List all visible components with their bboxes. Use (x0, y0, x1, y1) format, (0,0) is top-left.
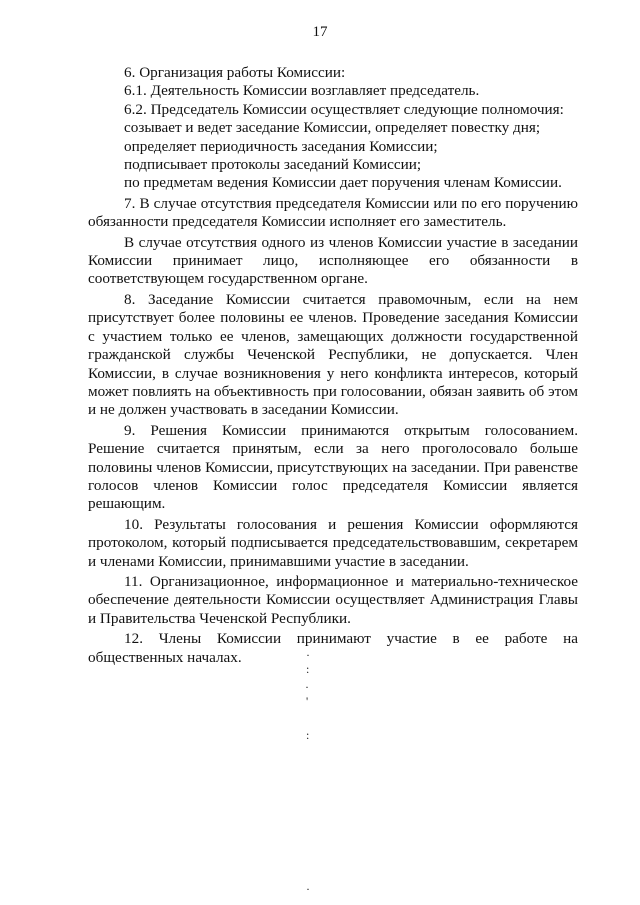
paragraph-6-2: 6.2. Председатель Комиссии осуществляет следующие полномочия: (124, 100, 564, 118)
authority-item: созывает и ведет заседание Комиссии, определяет повестку дня; (124, 119, 541, 137)
page-number: 17 (312, 24, 328, 40)
scan-speck: · (306, 882, 310, 896)
scan-speck: · (305, 680, 309, 694)
paragraph-7: 7. В случае отсутствия председателя Комиссии или по его поручению обязанности председателя Комиссии исполняет его заместитель. (88, 194, 578, 231)
paragraph-8: 8. Заседание Комиссии считается правомочным, если на нем присутствует более половины ее членов. Проведение заседания Комиссии с участием только ее членов, замещающих должности государственной гражданской службы Чеченской Республики, не допускается. Член Комиссии, в случае возникновения у него конфликта интересов, который может повлиять на объективность при голосовании, обязан заявить об этом и не должен участвовать в заседании Комиссии. (88, 290, 578, 419)
scan-speck: : (306, 662, 310, 676)
paragraph-11: 11. Организационное, информационное и материально-техническое обеспечение деятельности Комиссии осуществляет Администрация Главы и Правительства Чеченской Республики. (88, 572, 578, 627)
paragraph-12: 12. Члены Комиссии принимают участие в ее работе на общественных началах. (88, 630, 578, 666)
scan-speck: ' (306, 694, 309, 708)
authority-item: по предметам ведения Комиссии дает поручения членам Комиссии. (124, 174, 562, 192)
scan-speck: : (306, 728, 310, 742)
authority-item: подписывает протоколы заседаний Комиссии; (124, 156, 422, 174)
paragraph-10: 10. Результаты голосования и решения Комиссии оформляются протоколом, который подписывается председательствовавшим, секретарем и членами Комиссии, принимавшими участие в заседании. (88, 515, 578, 570)
paragraph-9: 9. Решения Комиссии принимаются открытым голосованием. Решение считается принятым, если за него проголосовало больше половины членов Комиссии, присутствующих на заседании. При равенстве голосов членов Комиссии голос председателя Комиссии является решающим. (88, 421, 578, 513)
document-body (88, 64, 578, 667)
scan-speck: · (306, 648, 310, 662)
section-heading: 6. Организация работы Комиссии: (124, 64, 346, 81)
paragraph-6-1: 6.1. Деятельность Комиссии возглавляет председатель. (124, 82, 480, 100)
paragraph-7-substitute: В случае отсутствия одного из членов Комиссии участие в заседании Комиссии принимает лицо, исполняющее его обязанности в соответствующем государственном органе. (88, 233, 578, 288)
authority-item: определяет периодичность заседания Комиссии; (124, 137, 438, 155)
